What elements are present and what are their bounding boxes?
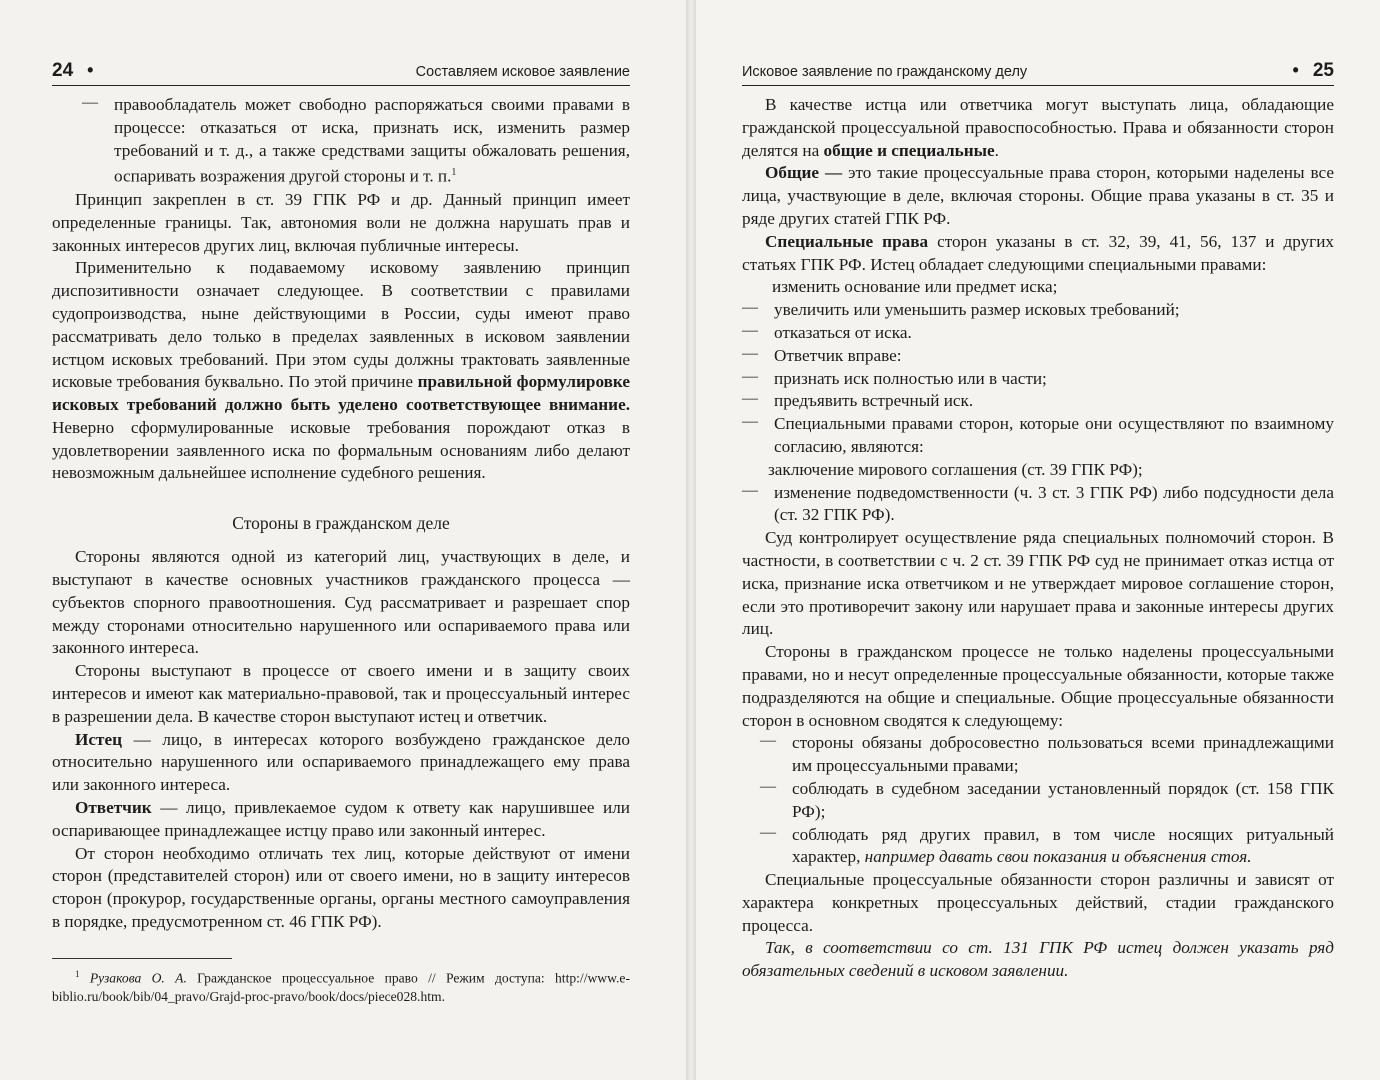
- bullet-icon: •: [1292, 60, 1299, 80]
- list-item: — соблюдать в судебном заседании установленный порядок (ст. 158 ГПК РФ);: [760, 777, 1334, 821]
- footnote: $^1$ Рузакова О. А. Гражданское процессуальное право // Режим доступа: http://www.e-biblio.ru/book/bib/04_pravo/Grajd-proc-pravo/book/docs/piece028.htm.: [52, 968, 630, 1005]
- term: Специальные права: [765, 231, 929, 251]
- paragraph: Стороны в гражданском процессе не только наделены процессуальными правами, но и несут определенные процессуальные обязанности, которые также подразделяются на общие и специальные. Общие процессуальные обязанности сторон в основном сводятся к следующему:: [742, 642, 1334, 730]
- list-item: — Специальными правами сторон, которые они осуществляют по взаимному согласию, являются:: [742, 413, 1334, 456]
- emphasis: правильной формулировке исковых требований должно быть уделено соответствующее внимание.: [52, 372, 630, 415]
- list-item: заключение мирового соглашения (ст. 39 ГПК РФ);: [768, 459, 1143, 479]
- dash-marker: —: [82, 94, 98, 111]
- footnote-divider: [52, 958, 232, 959]
- list-item: — признать иск полностью или в части;: [742, 367, 1047, 388]
- list-item: — увеличить или уменьшить размер исковых требований;: [742, 299, 1180, 320]
- paragraph: Стороны являются одной из категорий лиц, участвующих в деле, и выступают в качестве основных участников гражданского процесса — субъектов спорного правоотношения. Суд рассматривает и разрешает спор между сторонами относительно нарушенного или оспариваемого права или законного интереса.: [52, 547, 630, 658]
- list-item: — предъявить встречный иск.: [742, 390, 974, 411]
- left-header: [52, 60, 630, 86]
- running-title: Исковое заявление по гражданскому делу: [742, 64, 1028, 80]
- paragraph: Применительно к подаваемому исковому заявлению принцип диспозитивности означает следующее. В соответствии с правилами судопроизводства, ныне действующими в России, суды имеют право рассматривать дело только в пределах заявленных в исковом заявлении истцом исковых требований. При этом суды должны трактовать заявленные исковые требования буквально. По этой причине правильной формулировке исковых требований должно быть уделено соответствующее внимание. Неверно сформулированные исковые требования порождают отказ в удовлетворении заявленного иска по формальным основаниям либо делают невозможным дальнейшее исполнение судебного решения.: [52, 258, 630, 483]
- paragraph: В качестве истца или ответчика могут выступать лица, обладающие гражданской процессуальной правоспособностью. Права и обязанности сторон делятся на общие и специальные.: [742, 95, 1334, 160]
- paragraph: Истец — лицо, в интересах которого возбуждено гражданское дело относительно нарушенного или оспариваемого принадлежащего ему права или законного интереса.: [52, 729, 630, 795]
- paragraph: Принцип закреплен в ст. 39 ГПК РФ и др. Данный принцип имеет определенные границы. Так, автономия воли не должна нарушать прав и законных интересов других лиц, включая публичные интересы.: [52, 189, 630, 255]
- section-heading: Стороны в гражданском деле: [232, 513, 450, 534]
- bullet-icon: •: [87, 60, 94, 80]
- paragraph: Общие — это такие процессуальные права сторон, которыми наделены все лица, участвующие в деле, включая стороны. Общие права указаны в ст. 35 и ряде других статей ГПК РФ.: [742, 163, 1334, 228]
- list-item: — Ответчик вправе:: [742, 344, 902, 365]
- right-header: [742, 60, 1334, 86]
- book-gutter: [686, 0, 696, 1080]
- paragraph: Специальные процессуальные обязанности сторон различны и зависят от характера конкретных процессуальных действий, стадии гражданского процесса.: [742, 870, 1334, 935]
- running-title: Составляем исковое заявление: [415, 64, 630, 80]
- paragraph: Так, в соответствии со ст. 131 ГПК РФ истец должен указать ряд обязательных сведений в исковом заявлении.: [742, 938, 1334, 981]
- paragraph: Ответчик — лицо, привлекаемое судом к ответу как нарушившее или оспаривающее принадлежащее истцу право или законный интерес.: [52, 798, 630, 840]
- term: Истец: [75, 729, 122, 749]
- page-number: 24: [52, 60, 74, 81]
- list-item: — отказаться от иска.: [742, 321, 912, 342]
- paragraph: Специальные права сторон указаны в ст. 32, 39, 41, 56, 137 и других статьях ГПК РФ. Истец обладает следующими специальными правами:: [742, 231, 1334, 274]
- paragraph: От сторон необходимо отличать тех лиц, которые действуют от имени сторон (представителей сторон) или от своего имени, но в защиту интересов сторон (прокурор, государственные органы, органы местного самоуправления в порядке, предусмотренном ст. 46 ГПК РФ).: [52, 843, 630, 932]
- term: Общие —: [765, 163, 843, 183]
- paragraph: Стороны выступают в процессе от своего имени и в защиту своих интересов и имеют как материально-правовой, так и процессуальный интерес в разрешении дела. В качестве сторон выступают истец и ответчик.: [52, 661, 630, 726]
- list-item: изменить основание или предмет иска;: [772, 277, 1058, 297]
- list-item: — изменение подведомственности (ч. 3 ст. 3 ГПК РФ) либо подсудности дела (ст. 32 ГПК РФ).: [742, 481, 1334, 525]
- term: Ответчик: [75, 798, 152, 818]
- list-item: — соблюдать ряд других правил, в том числе носящих ритуальный характер, например давать свои показания и объяснения стоя.: [760, 823, 1334, 867]
- paragraph: Суд контролирует осуществление ряда специальных полномочий сторон. В частности, в соответствии с ч. 2 ст. 39 ГПК РФ суд не принимает отказ истца от иска, признание иска ответчиком и не утверждает мировое соглашение сторон, если это противоречит закону или нарушает права и законные интересы других лиц.: [742, 528, 1334, 639]
- list-item: — стороны обязаны добросовестно пользоваться всеми принадлежащими им процессуальными правами;: [760, 732, 1334, 776]
- page-number: 25: [1312, 60, 1334, 81]
- right-page: [690, 0, 1380, 1080]
- paragraph: правообладатель может свободно распоряжаться своими правами в процессе: отказаться от иска, признать иск, изменить размер требований и т. д., а также средствами защиты обжаловать решения, оспаривать возражения другой стороны и т. п.$^1$: [114, 95, 630, 187]
- list-item: [52, 94, 630, 189]
- footnote-ref: 1: [451, 167, 457, 179]
